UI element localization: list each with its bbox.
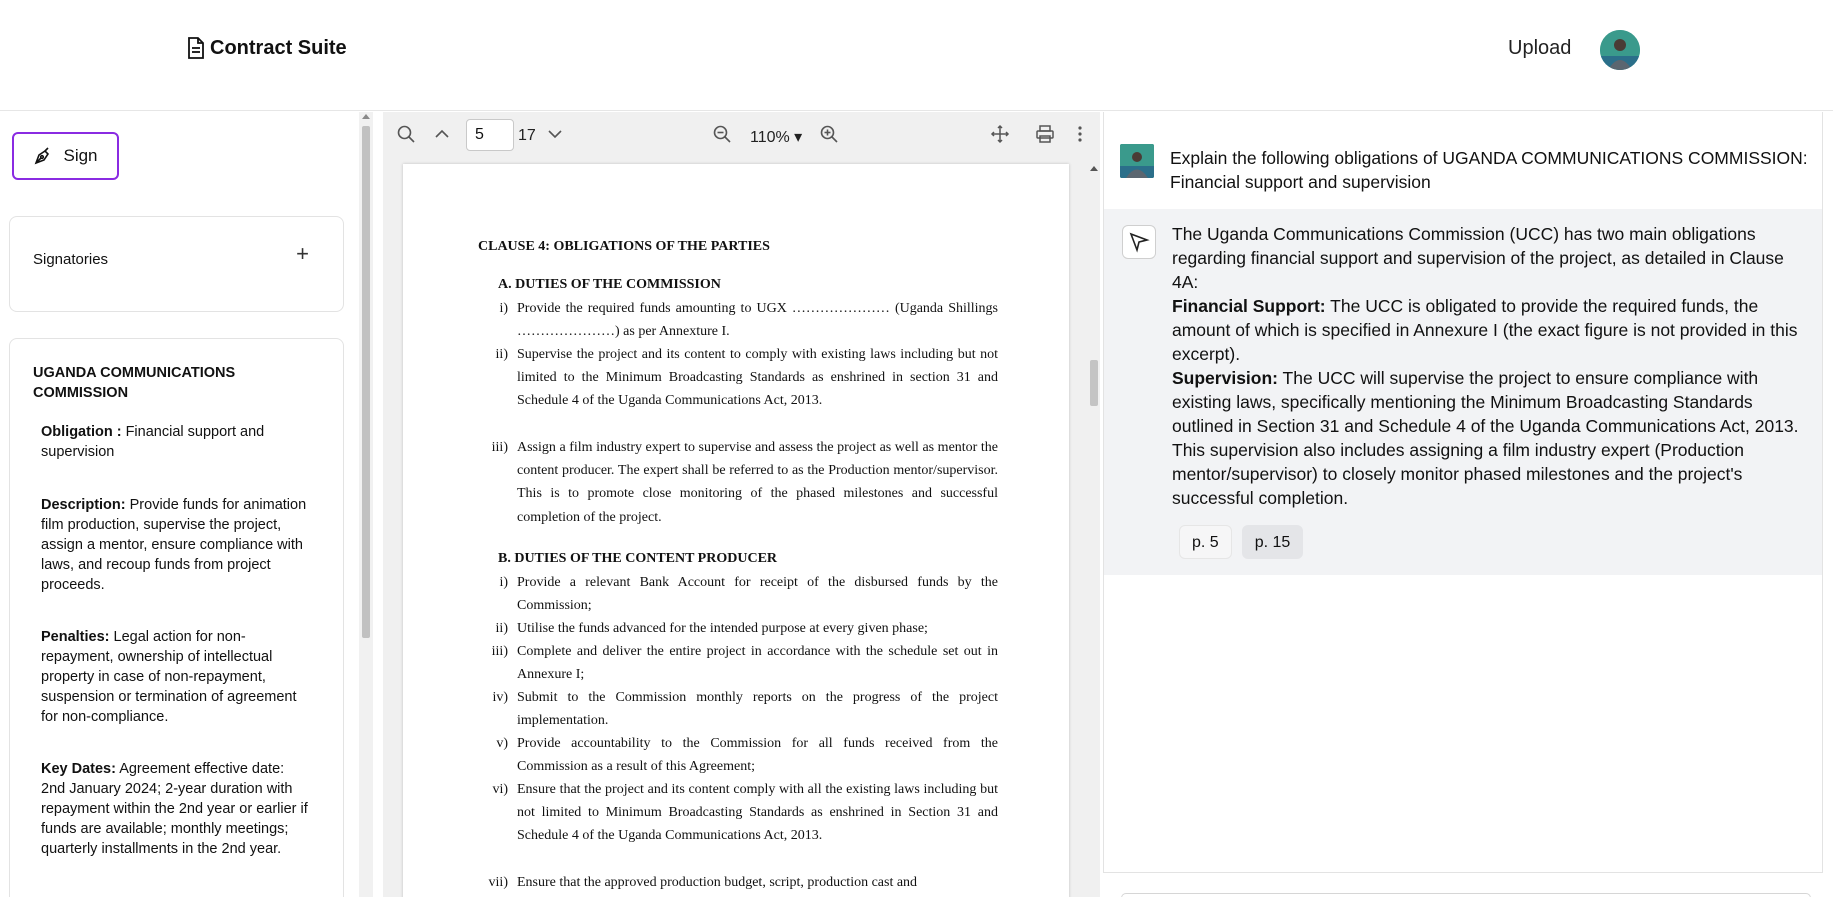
brand[interactable] [186,36,347,60]
key-dates-field [41,759,311,859]
citation-list [1179,525,1303,559]
zoom-in-icon[interactable] [818,123,840,145]
list-item: i) Provide the required funds amounting to UGX ………………… (Uganda Shillings …………………) as per Annexture I. [499,301,998,340]
brand-title: Contract Suite [210,36,347,59]
signatories-card [9,216,344,312]
user-message-text: Explain the following obligations of UGANDA COMMUNICATIONS COMMISSION: Financial support and supervision [1170,148,1808,192]
section-a-title: A. DUTIES OF THE COMMISSION [498,277,721,292]
list-item: iii) Complete and deliver the entire project in accordance with the schedule set out in Annexure I; [491,644,998,683]
pdf-viewer [383,112,1100,897]
cursor-arrow-icon [1122,225,1156,259]
add-signatory-button[interactable]: + [296,241,309,266]
document-page [403,164,1069,897]
page-number-input[interactable]: 5 [466,119,514,151]
list-item: ii) Utilise the funds advanced for the intended purpose at every given phase; [495,621,928,636]
chat-panel [1103,112,1823,897]
zoom-out-icon[interactable] [711,123,733,145]
scroll-up-arrow[interactable] [362,114,370,119]
penalties-field [41,627,311,727]
viewer-scrollbar[interactable] [1088,160,1100,897]
search-icon[interactable] [395,123,417,145]
obligation-label: Obligation : [41,424,122,440]
financial-text: The UCC is obligated to provide the required funds, the amount of which is specified in Annexure I (the exact figure is not provided in this excerpt). [1172,296,1798,364]
list-item: vi) Ensure that the project and its content comply with all the existing laws including but not limited to Minimum Broadcasting Standards as enshrined in Section 31 and Schedule 4 of the Uganda Communications Act, 2013. [492,782,998,844]
page-total: 17 [518,127,536,144]
left-panel [0,112,354,897]
list-item: iv) Submit to the Commission monthly reports on the progress of the project implementation. [492,690,998,729]
sign-button[interactable] [12,132,119,180]
financial-label: Financial Support: [1172,296,1326,316]
viewer-scrollbar-thumb[interactable] [1090,360,1098,406]
signatories-title: Signatories [33,251,109,268]
penalties-label: Penalties: [41,629,110,645]
avatar-image [1600,30,1640,70]
chat-input[interactable] [1121,893,1811,897]
list-item: iii) Assign a film industry expert to supervise and assess the project as well as mentor the content producer. The expert shall be referred to as the Production mentor/supervisor. This is to promote close monitoring of the phased milestones and successful completion of the project. [491,440,998,525]
key-dates-value: Agreement effective date: 2nd January 2024; 2-year duration with repayment within the 2nd year or earlier if funds are available; monthly meetings; quarterly installments in the 2nd year. [41,761,308,857]
supervision-text: The UCC will supervise the project to ensure compliance with existing laws, specifically mentioning the Minimum Broadcasting Standards outlined in Section 31 and Schedule 4 of the Uganda Communications Act, 2013. This supervision also includes assigning a film industry expert (Production mentor/supervisor) to closely monitor phased milestones and the project's successful completion. [1172,368,1799,508]
list-item: i) Provide a relevant Bank Account for receipt of the disbursed funds by the Commission; [499,575,998,614]
zoom-value: 110% [750,129,790,146]
obligation-field [41,422,311,462]
viewer-toolbar [383,112,1100,158]
citation-page-15[interactable]: p. 15 [1242,525,1304,559]
zoom-select[interactable]: 110% ▾ [750,129,803,146]
chevron-up-icon[interactable] [431,123,453,145]
supervision-label: Supervision: [1172,368,1278,388]
obligation-party: UGANDA COMMUNICATIONS COMMISSION [33,365,236,401]
printer-icon[interactable] [1034,123,1056,145]
clause-title: CLAUSE 4: OBLIGATIONS OF THE PARTIES [478,239,770,254]
avatar[interactable] [1600,30,1640,70]
app-header [0,0,1833,111]
more-vertical-icon[interactable] [1069,123,1091,145]
list-item: v) Provide accountability to the Commission for all funds received from the Commission as a result of this Agreement; [496,736,998,775]
scroll-up-arrow[interactable] [1090,166,1098,171]
section-b-title: B. DUTIES OF THE CONTENT PRODUCER [498,551,778,566]
chat-input-area [1103,872,1823,897]
key-dates-label: Key Dates: [41,761,116,777]
description-value: Provide funds for animation film production, supervise the project, assign a mentor, ensure compliance with laws, and recoup funds from project proceeds. [41,497,307,593]
move-icon[interactable] [989,123,1011,145]
user-message [1104,112,1822,208]
sign-label: Sign [63,146,98,165]
left-scrollbar[interactable] [359,112,373,897]
avatar [1120,144,1154,178]
obligation-value: Financial support and supervision [41,424,265,460]
pen-nib-icon [33,146,53,166]
upload-link[interactable]: Upload [1508,37,1572,59]
assistant-supervision [1172,366,1812,510]
list-item: ii) Supervise the project and its content to comply with existing laws including but not limited to the Minimum Broadcasting Standards as enshrined in section 31 and Schedule 4 of the Uganda Communications Act, 2013. [495,347,998,409]
left-scrollbar-thumb[interactable] [362,126,370,638]
assistant-financial [1172,294,1812,366]
list-item: vii) Ensure that the approved production budget, script, production cast and [488,875,918,890]
assistant-message [1104,209,1822,575]
assistant-intro: The Uganda Communications Commission (UCC) has two main obligations regarding financial support and supervision of the project, as detailed in Clause 4A: [1172,224,1784,292]
description-label: Description: [41,497,126,513]
assistant-message-text [1172,222,1812,510]
citation-page-5[interactable]: p. 5 [1179,525,1232,559]
obligation-card [9,338,344,897]
penalties-value: Legal action for non-repayment, ownership of intellectual property in case of non-repayment, suspension or termination of agreement for non-compliance. [41,629,297,725]
document-icon [186,36,206,60]
description-field [41,495,311,595]
chevron-down-icon[interactable] [544,123,566,145]
